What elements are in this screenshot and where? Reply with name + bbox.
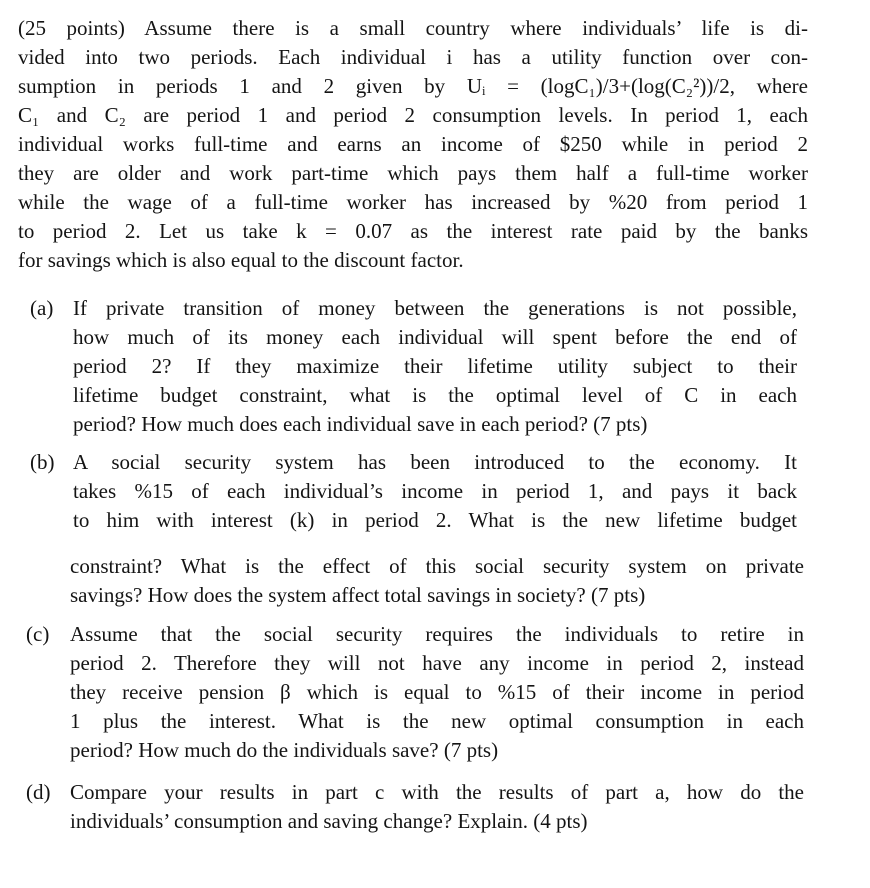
part-line: they receive pension β which is equal to %15 of their income in period — [70, 680, 804, 704]
part-label: (b) — [30, 450, 55, 474]
part-line: Compare your results in part c with the results of part a, how do the — [70, 780, 804, 804]
intro-line: C₁ and C₂ are period 1 and period 2 consumption levels. In period 1, each — [18, 103, 808, 127]
part-line: takes %15 of each individual’s income in period 1, and pays it back — [73, 479, 797, 503]
part-line: individuals’ consumption and saving change? Explain. (4 pts) — [70, 809, 588, 833]
part-line: Assume that the social security requires the individuals to retire in — [70, 622, 804, 646]
part-line: constraint? What is the effect of this social security system on private — [70, 554, 804, 578]
part-line: period? How much do the individuals save? (7 pts) — [70, 738, 499, 762]
part-line: 1 plus the interest. What is the new optimal consumption in each — [70, 709, 804, 733]
intro-line: to period 2. Let us take k = 0.07 as the interest rate paid by the banks — [18, 219, 808, 243]
intro-line: vided into two periods. Each individual i has a utility function over con- — [18, 45, 808, 69]
part-line: lifetime budget constraint, what is the optimal level of C in each — [73, 383, 797, 407]
part-line: period 2? If they maximize their lifetime utility subject to their — [73, 354, 797, 378]
part-line: A social security system has been introduced to the economy. It — [73, 450, 797, 474]
intro-line: sumption in periods 1 and 2 given by Uᵢ = (logC₁)/3+(log(C₂²))/2, where — [18, 74, 808, 98]
intro-line: (25 points) Assume there is a small country where individuals’ life is di- — [18, 16, 808, 40]
intro-line: while the wage of a full-time worker has increased by %20 from period 1 — [18, 190, 808, 214]
intro-line: individual works full-time and earns an income of $250 while in period 2 — [18, 132, 808, 156]
part-line: If private transition of money between the generations is not possible, — [73, 296, 797, 320]
part-line: period? How much does each individual save in each period? (7 pts) — [73, 412, 648, 436]
part-label: (d) — [26, 780, 51, 804]
part-line: savings? How does the system affect total savings in society? (7 pts) — [70, 583, 646, 607]
intro-line: they are older and work part-time which pays them half a full-time worker — [18, 161, 808, 185]
part-label: (c) — [26, 622, 50, 646]
part-line: how much of its money each individual will spent before the end of — [73, 325, 797, 349]
part-line: period 2. Therefore they will not have any income in period 2, instead — [70, 651, 804, 675]
intro-line: for savings which is also equal to the discount factor. — [18, 248, 464, 272]
part-line: to him with interest (k) in period 2. What is the new lifetime budget — [73, 508, 797, 532]
part-label: (a) — [30, 296, 54, 320]
